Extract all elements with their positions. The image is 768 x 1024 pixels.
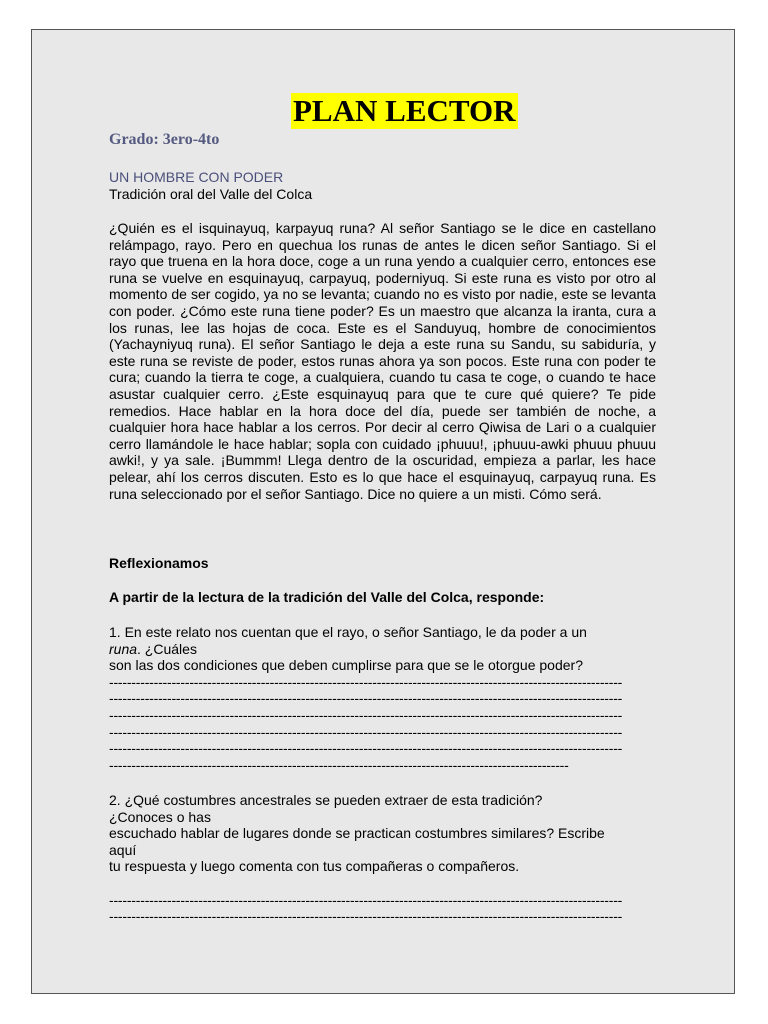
- question-1-italic-word: runa: [109, 640, 138, 657]
- page-title: PLAN LECTOR: [293, 93, 516, 128]
- question-2-line-3: escuchado hablar de lugares donde se practican costumbres similares? Escribe: [109, 825, 605, 842]
- story-subtitle: Tradición oral del Valle del Colca: [109, 186, 313, 202]
- answer-line-8: -------------------------------------------------------------------------------------------------------------------: [109, 908, 623, 925]
- story-title: UN HOMBRE CON PODER: [109, 169, 284, 185]
- instruction-heading: A partir de la lectura de la tradición del Valle del Colca, responde:: [109, 589, 545, 605]
- question-1-line-1: 1. En este relato nos cuentan que el rayo, o señor Santiago, le da poder a un: [109, 624, 587, 640]
- answer-line-4: -------------------------------------------------------------------------------------------------------------------: [109, 723, 623, 740]
- answer-line-3: -------------------------------------------------------------------------------------------------------------------: [109, 706, 623, 723]
- question-1-line-2-rest: . ¿Cuáles: [137, 640, 197, 657]
- answer-line-6: -------------------------------------------------------------------------------------------------------: [109, 756, 569, 773]
- question-2-line-5: tu respuesta y luego comenta con tus compañeras o compañeros.: [109, 858, 520, 875]
- grade-label: Grado: 3ero-4to: [109, 131, 220, 148]
- title-wrap: [291, 93, 518, 129]
- question-2-line-4: aquí: [109, 841, 137, 858]
- answer-line-5: -------------------------------------------------------------------------------------------------------------------: [109, 740, 623, 757]
- question-1-line-2: [109, 641, 656, 658]
- story-body: ¿Quién es el isquinayuq, karpayuq runa? Al señor Santiago se le dice en castellano relámpago, rayo. Pero en quechua los runas de antes le dicen señor Santiago. Si el rayo que truena en la hora doce, coge a un runa yendo a cualquier cerro, entonces ese runa se vuelve en esquinayuq, carpayuq, poderniyuq. Si este runa es visto por otro al momento de ser cogido, ya no se levanta; cuando no es visto por nadie, este se levanta con poder. ¿Cómo este runa tiene poder? Es un maestro que alcanza la iranta, cura a los runas, lee las hojas de coca. Este es el Sanduyuq, hombre de conocimientos (Yachayniyuq runa). El señor Santiago le deja a este runa su Sandu, su sabiduría, y este runa se reviste de poder, estos runas ahora ya son pocos. Este runa con poder te cura; cuando la tierra te coge, a cualquiera, cuando tu casa te coge, o cuando te hace asustar cualquier cerro. ¿Este esquinayuq para que te cure qué quiere? Te pide remedios. Hace hablar en la hora doce del día, puede ser también de noche, a cualquier hora hace hablar a los cerros. Por decir al cerro Qiwisa de Lari o a cualquier cerro llamándole le hace hablar; sopla con cuidado ¡phuuu!, ¡phuuu-awki phuuu phuuu awki!, y ya sale. ¡Bummm! Llega dentro de la oscuridad, empieza a parlar, les hace pelear, ahí los cerros discuten. Esto es lo que hace el esquinayuq, carpayuq runa. Es runa seleccionado por el señor Santiago. Dice no quiere a un misti. Cómo será.: [109, 220, 656, 502]
- question-1: [109, 624, 656, 773]
- document-page: [31, 29, 735, 994]
- question-1-line-3: son las dos condiciones que deben cumplirse para que se le otorgue poder?: [109, 657, 583, 674]
- answer-line-2: -------------------------------------------------------------------------------------------------------------------: [109, 690, 623, 707]
- answer-line-7: -------------------------------------------------------------------------------------------------------------------: [109, 891, 623, 908]
- question-2-line-2: ¿Conoces o has: [109, 808, 211, 825]
- question-2: [109, 792, 656, 925]
- spacer: [109, 875, 656, 892]
- section-heading-reflexionamos: Reflexionamos: [109, 555, 209, 571]
- answer-line-1: -------------------------------------------------------------------------------------------------------------------: [109, 673, 623, 690]
- question-2-line-1: 2. ¿Qué costumbres ancestrales se pueden extraer de esta tradición?: [109, 792, 543, 808]
